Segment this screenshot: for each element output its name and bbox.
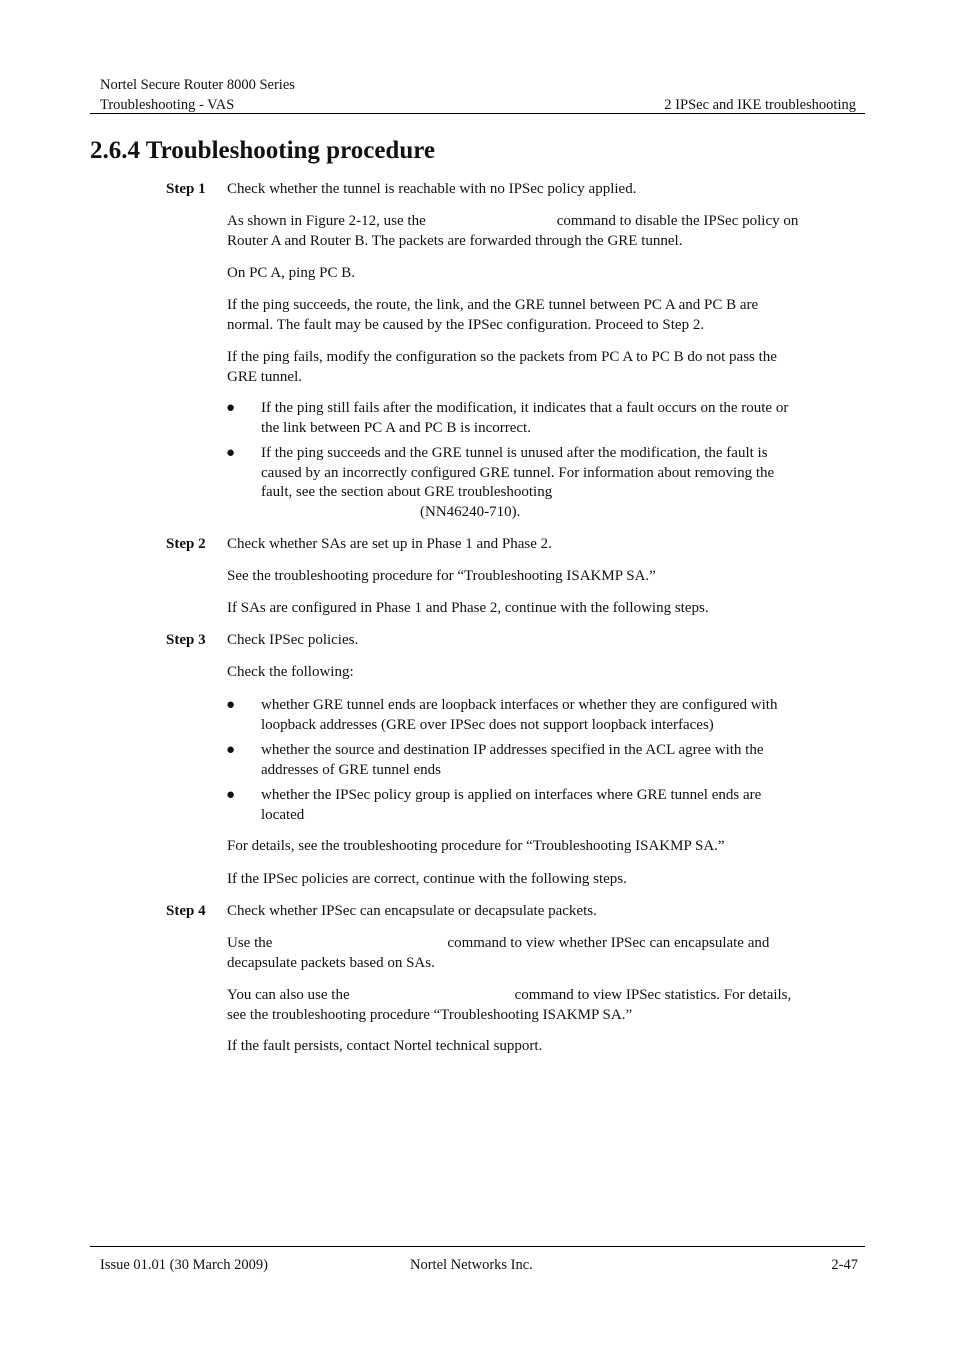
step-1-paragraph-3 — [227, 296, 857, 335]
step-2-paragraph-2: If SAs are configured in Phase 1 and Phase 2, continue with the following steps. — [227, 600, 709, 616]
step-1-paragraph-1 — [227, 212, 857, 251]
step-3-paragraph-3: If the IPSec policies are correct, continue with the following steps. — [227, 871, 627, 887]
step-4-heading: Check whether IPSec can encapsulate or decapsulate packets. — [227, 903, 597, 919]
text-fragment: loopback addresses (GRE over IPSec does not support loopback interfaces) — [261, 716, 714, 733]
step-4-label: Step 4 — [166, 903, 206, 919]
bullet-icon: ● — [226, 697, 236, 713]
text-fragment: see the troubleshooting procedure “Troubleshooting ISAKMP SA.” — [227, 1006, 633, 1023]
bullet-icon: ● — [226, 445, 236, 461]
step-2-label: Step 2 — [166, 536, 206, 552]
text-fragment: If the ping succeeds and the GRE tunnel is unused after the modification, the fault is — [261, 445, 768, 461]
step-1-label: Step 1 — [166, 181, 206, 197]
step-3-bullet-2 — [261, 741, 859, 780]
step-2-paragraph-1: See the troubleshooting procedure for “Troubleshooting ISAKMP SA.” — [227, 568, 656, 584]
text-fragment: addresses of GRE tunnel ends — [261, 761, 441, 778]
step-1-paragraph-4 — [227, 348, 857, 387]
text-fragment: the link between PC A and PC B is incorrect. — [261, 419, 531, 436]
step-2-heading: Check whether SAs are set up in Phase 1 and Phase 2. — [227, 536, 552, 552]
step-4-paragraph-3: If the fault persists, contact Nortel technical support. — [227, 1038, 543, 1054]
text-fragment: command to view whether IPSec can encapsulate and — [447, 935, 770, 951]
header-doc-title: Troubleshooting - VAS — [100, 97, 235, 113]
bullet-icon: ● — [226, 787, 236, 803]
text-fragment: (NN46240-710). — [420, 503, 521, 520]
text-fragment: Use the — [227, 935, 273, 951]
step-3-paragraph-1: Check the following: — [227, 664, 354, 680]
text-fragment: Router A and Router B. The packets are forwarded through the GRE tunnel. — [227, 232, 683, 249]
footer-issue: Issue 01.01 (30 March 2009) — [100, 1257, 268, 1273]
header-chapter: 2 IPSec and IKE troubleshooting — [664, 97, 856, 113]
text-fragment: GRE tunnel. — [227, 368, 302, 385]
footer-company: Nortel Networks Inc. — [410, 1257, 533, 1273]
step-3-heading: Check IPSec policies. — [227, 632, 359, 648]
step-4-paragraph-2 — [227, 986, 857, 1025]
text-fragment: You can also use the — [227, 987, 350, 1003]
footer-page-number: 2-47 — [831, 1257, 858, 1273]
text-fragment: If the ping fails, modify the configuration so the packets from PC A to PC B do not pass the — [227, 349, 777, 365]
text-fragment: caused by an incorrectly configured GRE tunnel. For information about removing the — [261, 464, 775, 481]
bullet-icon: ● — [226, 742, 236, 758]
section-title: 2.6.4 Troubleshooting procedure — [90, 137, 435, 164]
text-fragment: As shown in Figure 2-12, use the — [227, 213, 426, 229]
text-fragment: normal. The fault may be caused by the IPSec configuration. Proceed to Step 2. — [227, 316, 705, 333]
step-3-label: Step 3 — [166, 632, 206, 648]
step-3-bullet-3 — [261, 786, 859, 825]
step-1-bullet-1 — [261, 399, 859, 438]
text-fragment: command to view IPSec statistics. For details, — [514, 987, 792, 1003]
header-product: Nortel Secure Router 8000 Series — [100, 77, 295, 93]
header-rule — [90, 113, 865, 114]
step-3-bullet-1 — [261, 696, 859, 735]
text-fragment: decapsulate packets based on SAs. — [227, 954, 435, 971]
text-fragment: whether the IPSec policy group is applied on interfaces where GRE tunnel ends are — [261, 787, 762, 803]
step-1-heading: Check whether the tunnel is reachable with no IPSec policy applied. — [227, 181, 637, 197]
step-4-paragraph-1 — [227, 934, 857, 973]
step-3-paragraph-2: For details, see the troubleshooting procedure for “Troubleshooting ISAKMP SA.” — [227, 838, 725, 854]
text-fragment: If the ping still fails after the modification, it indicates that a fault occurs on the route or — [261, 400, 789, 416]
text-fragment: whether GRE tunnel ends are loopback interfaces or whether they are configured with — [261, 697, 778, 713]
text-fragment: located — [261, 806, 305, 823]
text-fragment: whether the source and destination IP addresses specified in the ACL agree with the — [261, 742, 764, 758]
footer-rule — [90, 1246, 865, 1247]
text-fragment: fault, see the section about GRE troubleshooting — [261, 484, 553, 500]
step-1-bullet-2 — [261, 444, 859, 522]
bullet-icon: ● — [226, 400, 236, 416]
step-1-paragraph-2: On PC A, ping PC B. — [227, 265, 355, 281]
text-fragment: command to disable the IPSec policy on — [556, 213, 799, 229]
text-fragment: If the ping succeeds, the route, the link, and the GRE tunnel between PC A and PC B are — [227, 297, 759, 313]
